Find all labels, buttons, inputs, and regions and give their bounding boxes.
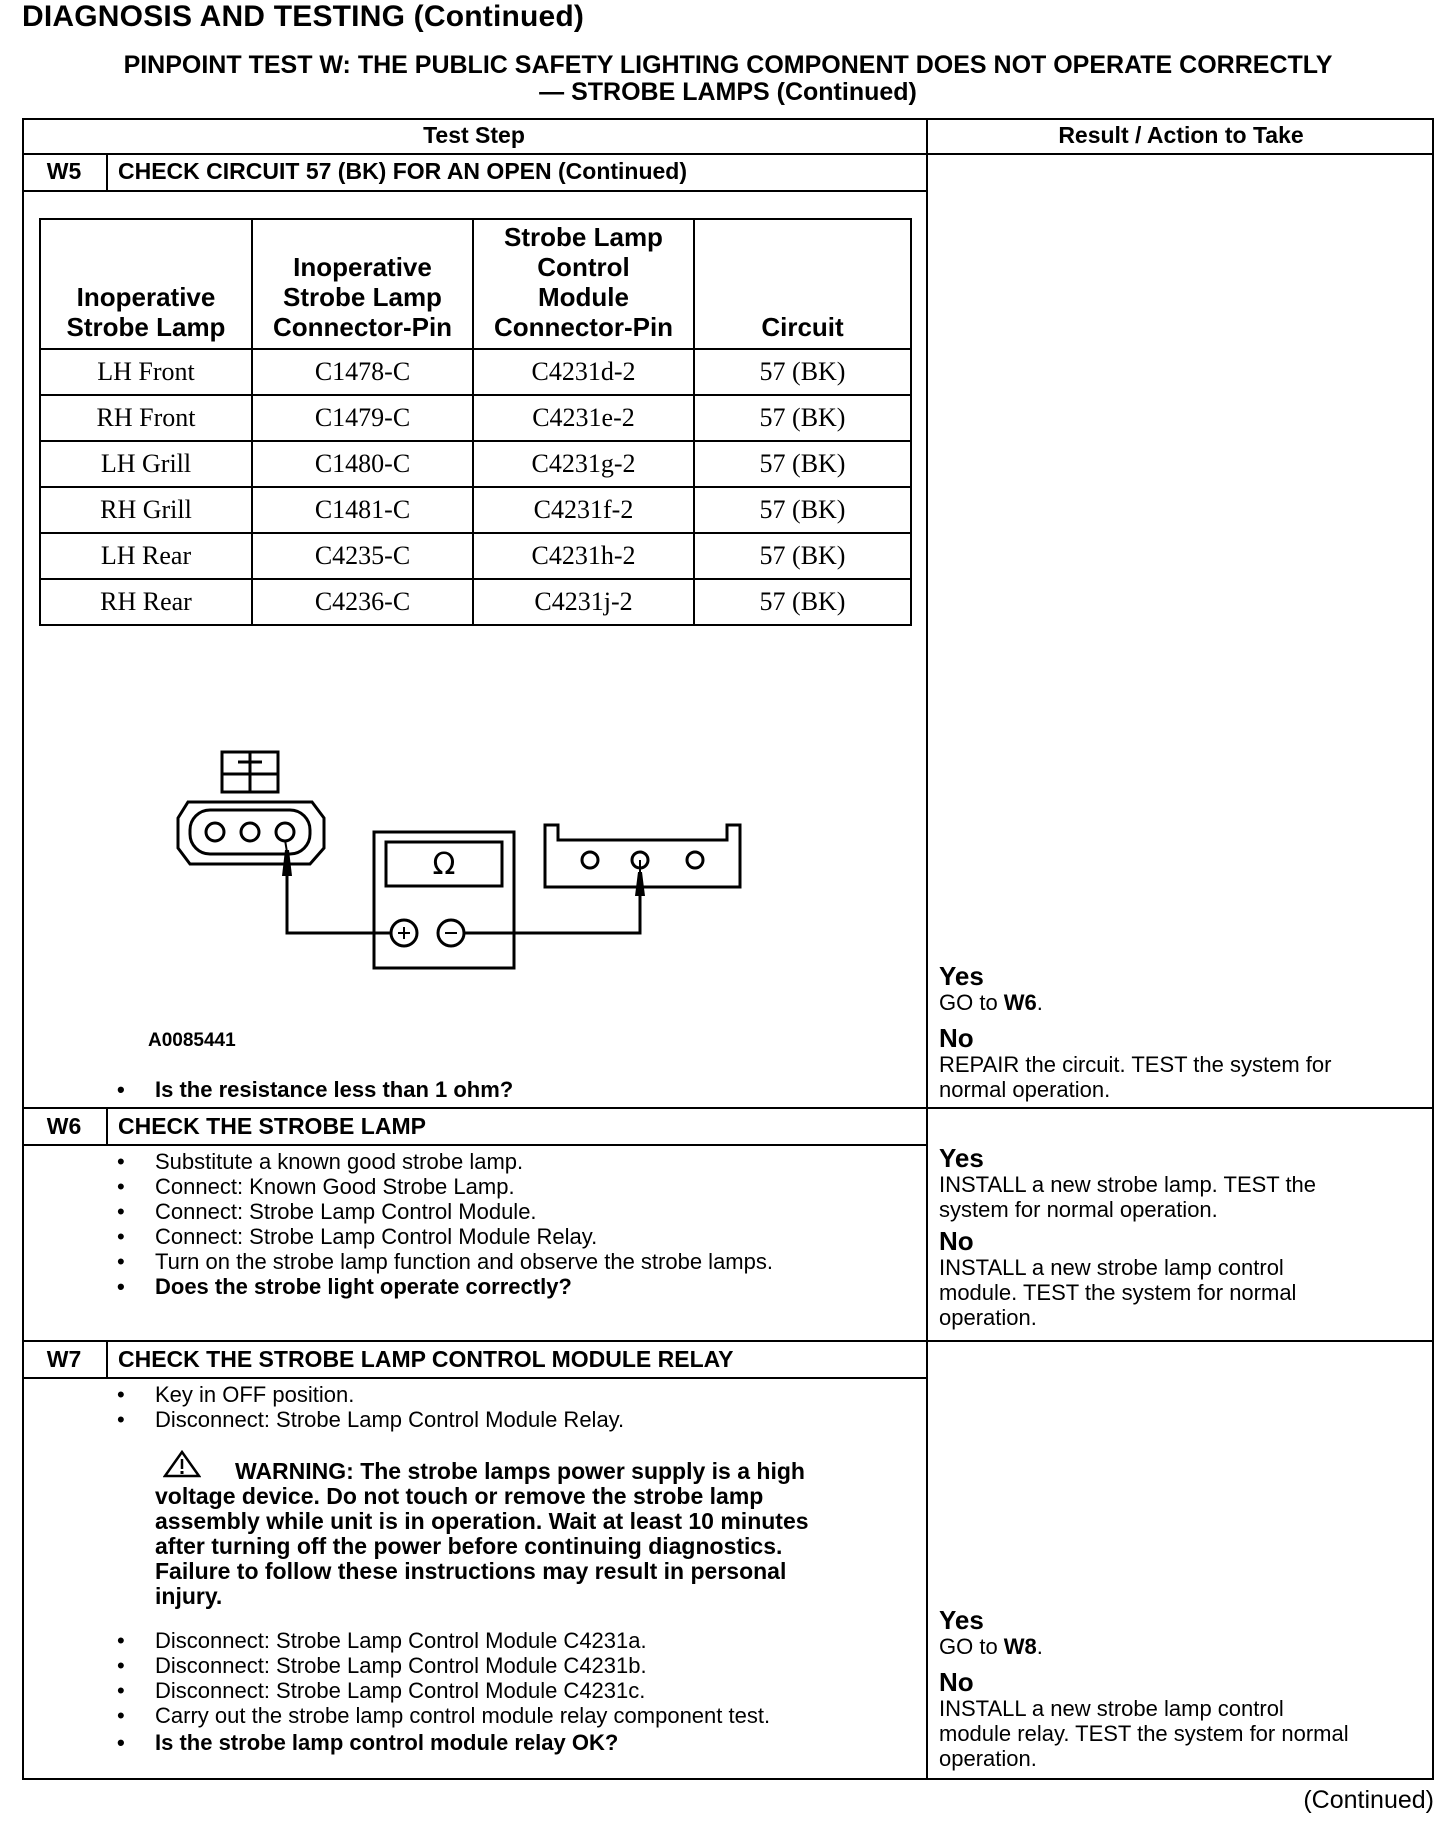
table-cell: C1480-C <box>252 441 473 487</box>
table-cell: C4231h-2 <box>473 533 694 579</box>
step-text: Turn on the strobe lamp function and observe the strobe lamps. <box>155 1249 773 1274</box>
table-cell: C1479-C <box>252 395 473 441</box>
column-divider <box>926 118 928 1780</box>
table-cell: LH Rear <box>40 533 252 579</box>
table-cell: 57 (BK) <box>694 533 911 579</box>
no-label: No <box>939 1226 974 1256</box>
warning-line: WARNING: The strobe lamps power supply is a high <box>235 1458 805 1484</box>
action-line: module relay. TEST the system for normal <box>939 1721 1349 1746</box>
action-line: operation. <box>939 1746 1037 1771</box>
divider <box>22 1377 926 1379</box>
table-cell: C4235-C <box>252 533 473 579</box>
action-line: normal operation. <box>939 1077 1111 1102</box>
header-line: Inoperative <box>293 252 432 282</box>
bullet: • <box>117 1628 125 1653</box>
bullet: • <box>117 1174 125 1199</box>
table-cell: 57 (BK) <box>694 579 911 625</box>
table-cell: C4231j-2 <box>473 579 694 625</box>
warning-line: voltage device. Do not touch or remove the strobe lamp <box>155 1483 764 1509</box>
no-action <box>939 1696 1439 1771</box>
col-header-module-connector-pin <box>473 219 694 349</box>
divider <box>22 190 926 192</box>
step-title-w5: CHECK CIRCUIT 57 (BK) FOR AN OPEN (Continued) <box>118 158 688 184</box>
bullet: • <box>117 1730 125 1755</box>
page-header: DIAGNOSIS AND TESTING (Continued) <box>22 0 585 33</box>
table-cell: 57 (BK) <box>694 441 911 487</box>
table-cell: LH Front <box>40 349 252 395</box>
divider <box>106 1107 108 1144</box>
table-cell: C4231f-2 <box>473 487 694 533</box>
table-row <box>40 395 911 441</box>
step-text: Connect: Strobe Lamp Control Module. <box>155 1199 537 1224</box>
table-row <box>40 533 911 579</box>
header-line: Strobe Lamp <box>66 312 226 342</box>
no-action <box>939 1052 1439 1102</box>
w5-question: Is the resistance less than 1 ohm? <box>155 1077 514 1102</box>
yes-action <box>939 990 1439 1015</box>
warning-line: injury. <box>155 1583 223 1609</box>
yes-label: Yes <box>939 1605 984 1635</box>
warning-line: after turning off the power before continuing diagnostics. <box>155 1533 783 1559</box>
divider <box>22 1107 1434 1109</box>
header-line: Module <box>538 282 629 312</box>
w7-results <box>939 1606 1439 1771</box>
table-cell: RH Rear <box>40 579 252 625</box>
w6-question: Does the strobe light operate correctly? <box>155 1274 572 1299</box>
bullet: • <box>117 1382 125 1407</box>
w6-steps <box>0 1149 926 1299</box>
table-cell: LH Grill <box>40 441 252 487</box>
yes-action-link: W6 <box>1003 990 1037 1015</box>
table-cell: C4231g-2 <box>473 441 694 487</box>
table-row <box>40 349 911 395</box>
col-header-inoperative-strobe-lamp <box>40 219 252 349</box>
table-cell: C4231e-2 <box>473 395 694 441</box>
yes-label: Yes <box>939 961 984 991</box>
warning-line: assembly while unit is in operation. Wait at least 10 minutes <box>155 1508 809 1534</box>
step-text: Key in OFF position. <box>155 1382 355 1407</box>
yes-action-text: . <box>1036 1634 1043 1659</box>
col-header-lamp-connector-pin <box>252 219 473 349</box>
table-cell: C1481-C <box>252 487 473 533</box>
w6-results <box>939 1144 1439 1330</box>
action-line: INSTALL a new strobe lamp. TEST the <box>939 1172 1317 1197</box>
step-id-w6: W6 <box>46 1113 82 1139</box>
bullet: • <box>117 1678 125 1703</box>
table-cell: 57 (BK) <box>694 349 911 395</box>
w7-steps <box>0 1382 926 1762</box>
ohm-symbol: Ω <box>432 847 456 882</box>
bullet: • <box>117 1653 125 1678</box>
probe-tip <box>635 872 645 896</box>
bullet: • <box>117 1199 125 1224</box>
no-label: No <box>939 1023 974 1053</box>
table-row <box>40 487 911 533</box>
bullet: • <box>117 1703 125 1728</box>
table-cell: 57 (BK) <box>694 487 911 533</box>
bullet: • <box>117 1274 125 1299</box>
no-label: No <box>939 1667 974 1697</box>
step-title-w6: CHECK THE STROBE LAMP <box>118 1113 426 1139</box>
step-text: Disconnect: Strobe Lamp Control Module C4231a. <box>155 1628 647 1653</box>
header-line: Inoperative <box>76 282 216 312</box>
figure-id: A0085441 <box>148 1030 236 1051</box>
step-title-w7: CHECK THE STROBE LAMP CONTROL MODULE RELAY <box>118 1346 734 1372</box>
table-cell: C4236-C <box>252 579 473 625</box>
column-header-result: Result / Action to Take <box>1058 122 1304 148</box>
header-line: Strobe Lamp <box>504 222 663 252</box>
table-cell: C4231d-2 <box>473 349 694 395</box>
table-cell: RH Front <box>40 395 252 441</box>
w5-bullet-dot: • <box>117 1077 125 1102</box>
table-row <box>40 441 911 487</box>
bullet: • <box>117 1407 125 1432</box>
test-lead-negative <box>464 895 640 933</box>
warning-line: Failure to follow these instructions may result in personal <box>155 1558 787 1584</box>
yes-action-link: W8 <box>1003 1634 1037 1659</box>
step-text: Connect: Known Good Strobe Lamp. <box>155 1174 515 1199</box>
step-text: Carry out the strobe lamp control module relay component test. <box>155 1703 771 1728</box>
action-line: module. TEST the system for normal <box>939 1280 1297 1305</box>
pinpoint-title-line2: — STROBE LAMPS (Continued) <box>539 78 917 106</box>
header-line: Connector-Pin <box>493 312 674 342</box>
w7-question: Is the strobe lamp control module relay OK? <box>155 1730 619 1755</box>
action-line: system for normal operation. <box>939 1197 1218 1222</box>
table-cell: RH Grill <box>40 487 252 533</box>
bullet: • <box>117 1224 125 1249</box>
action-line: INSTALL a new strobe lamp control <box>939 1696 1284 1721</box>
table-row <box>40 579 911 625</box>
yes-action-text: GO to <box>939 990 1004 1015</box>
yes-action <box>939 1634 1439 1659</box>
divider <box>22 1144 926 1146</box>
header-line: Control <box>537 252 630 282</box>
pinpoint-test-title <box>22 52 1434 106</box>
step-text: Disconnect: Strobe Lamp Control Module C4231c. <box>155 1678 646 1703</box>
warning-text <box>155 1459 925 1609</box>
no-action <box>939 1255 1439 1330</box>
column-header-test-step: Test Step <box>423 122 525 148</box>
divider <box>106 1340 108 1377</box>
action-line: operation. <box>939 1305 1037 1330</box>
divider <box>22 153 1434 155</box>
ohmmeter-diagram <box>170 740 750 980</box>
yes-label: Yes <box>939 1143 984 1173</box>
step-text: Disconnect: Strobe Lamp Control Module C4231b. <box>155 1653 647 1678</box>
action-line: REPAIR the circuit. TEST the system for <box>939 1052 1332 1077</box>
yes-action <box>939 1172 1439 1222</box>
yes-action-text: GO to <box>939 1634 1004 1659</box>
divider <box>106 153 108 190</box>
bullet: • <box>117 1249 125 1274</box>
w5-results <box>939 962 1439 1102</box>
step-id-w5: W5 <box>46 158 82 184</box>
divider <box>22 1340 1434 1342</box>
action-line: INSTALL a new strobe lamp control <box>939 1255 1284 1280</box>
table-cell: C1478-C <box>252 349 473 395</box>
continued-label: (Continued) <box>1303 1786 1434 1814</box>
step-text: Substitute a known good strobe lamp. <box>155 1149 524 1174</box>
step-text: Disconnect: Strobe Lamp Control Module Relay. <box>155 1407 625 1432</box>
step-id-w7: W7 <box>46 1346 82 1372</box>
header-line: Connector-Pin <box>272 312 453 342</box>
bullet: • <box>117 1149 125 1174</box>
connector-pin-table <box>39 218 912 626</box>
table-cell: 57 (BK) <box>694 395 911 441</box>
step-text: Connect: Strobe Lamp Control Module Relay. <box>155 1224 598 1249</box>
col-header-circuit <box>694 219 911 349</box>
header-line: Circuit <box>761 312 844 342</box>
header-line: Strobe Lamp <box>283 282 442 312</box>
yes-action-text: . <box>1036 990 1043 1015</box>
pinpoint-title-line1: PINPOINT TEST W: THE PUBLIC SAFETY LIGHTING COMPONENT DOES NOT OPERATE CORRECTLY <box>123 51 1333 79</box>
